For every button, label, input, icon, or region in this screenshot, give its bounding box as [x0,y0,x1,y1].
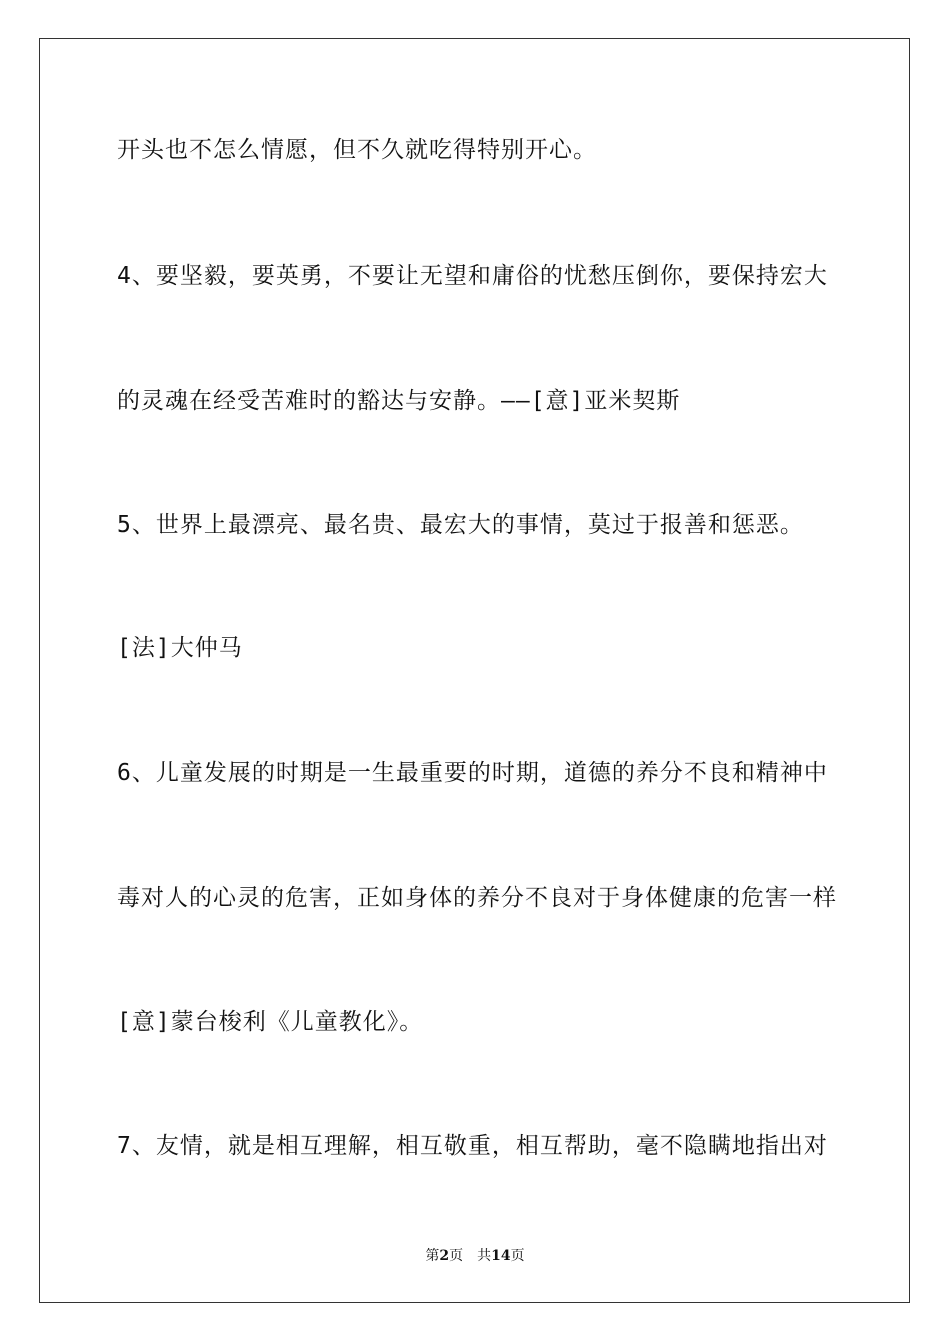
text-line: 5、世界上最漂亮、最名贵、最宏大的事情，莫过于报善和惩恶。 [117,512,804,538]
page-border [39,38,910,1303]
text-line: 开头也不怎么情愿，但不久就吃得特别开心。 [117,137,597,163]
page-footer [0,1246,950,1266]
text-line: 毒对人的心灵的危害，正如身体的养分不良对于身体健康的危害一样 [117,885,837,911]
text-line: 7、友情，就是相互理解，相互敬重，相互帮助，毫不隐瞒地指出对 [117,1133,828,1159]
total-prefix: 共 [477,1248,492,1264]
total-suffix: 页 [510,1248,525,1264]
text-line: [意]蒙台梭利《儿童教化》。 [117,1009,424,1035]
page-prefix: 第 [425,1248,440,1264]
current-page-number: 2 [439,1248,450,1264]
total-page-count: 14 [491,1248,511,1264]
text-line: 的灵魂在经受苦难时的豁达与安静。——[意]亚米契斯 [117,388,681,414]
text-line: 4、要坚毅，要英勇，不要让无望和庸俗的忧愁压倒你，要保持宏大 [117,263,828,289]
page-suffix: 页 [449,1248,464,1264]
text-line: [法]大仲马 [117,635,243,661]
text-line: 6、儿童发展的时期是一生最重要的时期，道德的养分不良和精神中 [117,760,828,786]
